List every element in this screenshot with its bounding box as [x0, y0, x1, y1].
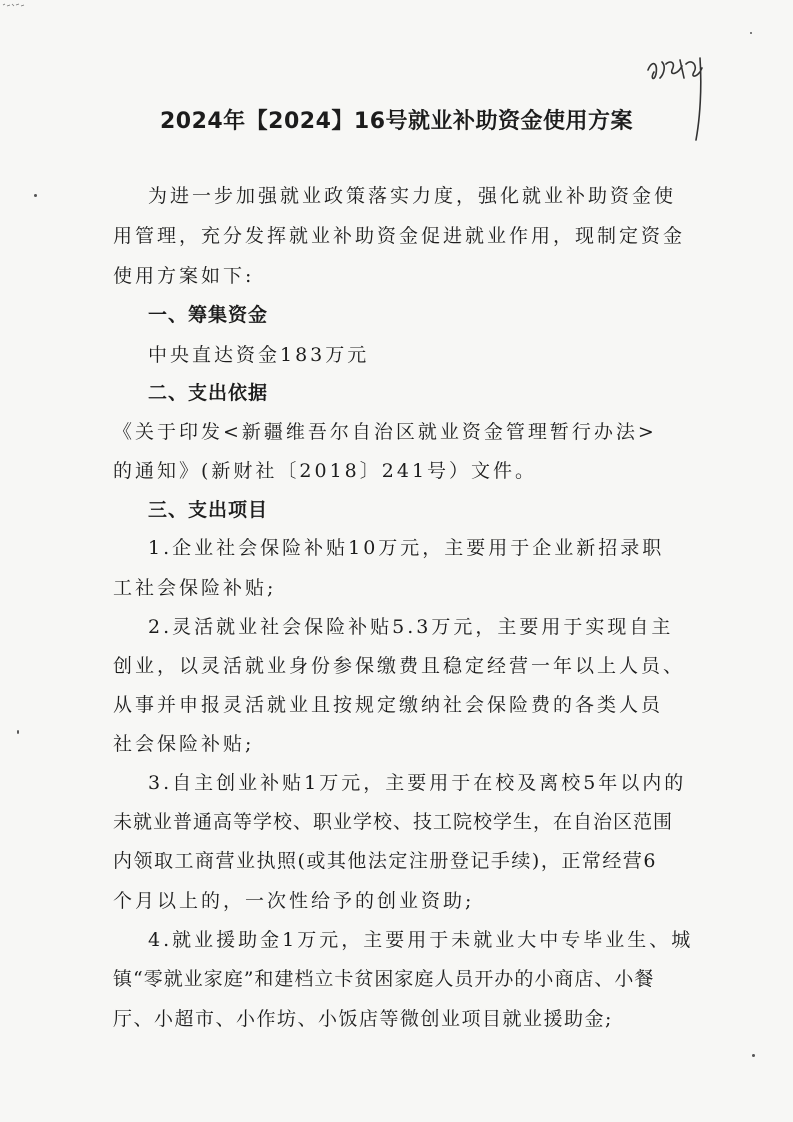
paragraph-line: 1.企业社会保险补贴10万元，主要用于企业新招录职 — [148, 537, 665, 559]
paragraph-line: 用管理，充分发挥就业补助资金促进就业作用，现制定资金 — [113, 225, 686, 247]
paragraph-line: 内领取工商营业执照(或其他法定注册登记手续)，正常经营6 — [113, 850, 657, 872]
paragraph-line: 使用方案如下: — [113, 265, 255, 287]
paragraph-line: 4.就业援助金1万元，主要用于未就业大中专毕业生、城 — [148, 929, 694, 951]
paragraph-line: 未就业普通高等学校、职业学校、技工院校学生，在自治区范围 — [113, 811, 674, 833]
scan-speck — [34, 194, 37, 197]
section-heading: 一、筹集资金 — [148, 304, 269, 326]
paragraph-line: 厅、小超市、小作坊、小饭店等微创业项目就业援助金; — [113, 1008, 613, 1030]
paragraph-line: 《关于印发<新疆维吾尔自治区就业资金管理暂行办法> — [113, 421, 657, 443]
section-heading: 二、支出依据 — [148, 382, 269, 404]
paragraph-line: 的通知》(新财社〔2018〕241号）文件。 — [113, 460, 538, 482]
scan-noise — [2, 2, 26, 8]
paragraph-line: 3.自主创业补贴1万元，主要用于在校及离校5年以内的 — [148, 772, 687, 794]
paragraph-line: 从事并申报灵活就业且按规定缴纳社会保险费的各类人员 — [113, 694, 664, 716]
scan-speck — [752, 1054, 755, 1057]
paragraph-line: 社会保险补贴; — [113, 733, 255, 755]
paragraph-line: 镇“零就业家庭”和建档立卡贫困家庭人员开办的小商店、小餐 — [113, 968, 655, 990]
paragraph-line: 中央直达资金183万元 — [148, 344, 370, 366]
scan-speck — [750, 32, 752, 34]
paragraph-line: 创业，以灵活就业身份参保缴费且稳定经营一年以上人员、 — [113, 655, 686, 677]
scan-speck — [17, 730, 19, 734]
paragraph-line: 个月以上的，一次性给予的创业资助; — [113, 890, 475, 912]
paragraph-line: 为进一步加强就业政策落实力度，强化就业补助资金使 — [148, 185, 677, 207]
paragraph-line: 2.灵活就业社会保险补贴5.3万元，主要用于实现自主 — [148, 616, 674, 638]
section-heading: 三、支出项目 — [148, 499, 269, 521]
document-title: 2024年【2024】16号就业补助资金使用方案 — [159, 109, 634, 134]
paragraph-line: 工社会保险补贴; — [113, 577, 277, 599]
